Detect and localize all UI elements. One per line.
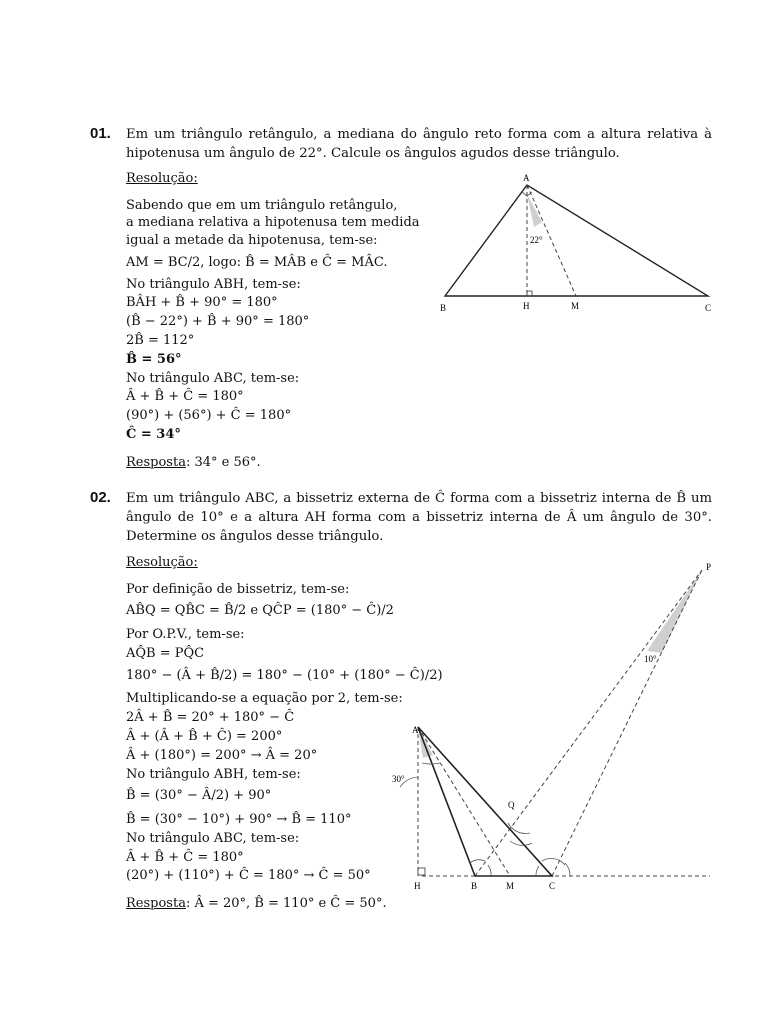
- problem-1-resolution-heading: Resolução:: [126, 171, 198, 186]
- p2-line: No triângulo ABH, tem-se:: [126, 767, 301, 782]
- p2-line: Por O.P.V., tem-se:: [126, 627, 245, 642]
- label-a: A: [523, 173, 530, 183]
- triangle-abc: [418, 727, 552, 876]
- p1-line: a mediana relativa a hipotenusa tem medida: [126, 215, 420, 230]
- label-b: B: [471, 881, 478, 891]
- label-angle-22: 22°: [530, 235, 543, 245]
- label-c: C: [705, 303, 712, 313]
- label-angle-30: 30°: [392, 774, 405, 784]
- angle-arc-c: [536, 866, 539, 876]
- p1-result-c: Ĉ = 34°: [126, 427, 181, 442]
- external-bisector-c: [552, 570, 702, 876]
- p2-line: No triângulo ABC, tem-se:: [126, 831, 300, 846]
- p1-line: igual a metade da hipotenusa, tem-se:: [126, 233, 378, 248]
- p2-line: Por definição de bissetriz, tem-se:: [126, 582, 350, 597]
- right-angle-mark-h: [418, 868, 425, 875]
- label-c: C: [549, 881, 556, 891]
- p1-line: 2B̂ = 112°: [126, 333, 195, 348]
- triangle-abc: [445, 185, 708, 296]
- p1-line: (B̂ − 22°) + B̂ + 90° = 180°: [126, 314, 310, 329]
- figure-bisectors: [360, 555, 730, 895]
- label-a: A: [412, 725, 419, 735]
- angle-arc-b: [488, 865, 491, 876]
- p1-line: No triângulo ABC, tem-se:: [126, 371, 300, 386]
- problem-1-number: 01.: [90, 125, 111, 142]
- p2-result-b: B̂ = (30° − 10°) + 90° → B̂ = 110°: [126, 812, 352, 827]
- problem-2-answer: [126, 895, 387, 913]
- p1-line: No triângulo ABH, tem-se:: [126, 277, 301, 292]
- p2-result-c: (20°) + (110°) + Ĉ = 180° → Ĉ = 50°: [126, 868, 371, 883]
- angle-arc-c-ext: [542, 858, 565, 865]
- p1-line: Sabendo que em um triângulo retângulo,: [126, 198, 398, 213]
- p2-line: B̂ = (30° − Â/2) + 90°: [126, 788, 272, 803]
- figure-right-triangle: [430, 168, 730, 318]
- label-m: M: [571, 301, 580, 311]
- label-h: H: [523, 301, 530, 311]
- answer-label: Resposta: [126, 896, 186, 911]
- problem-2-number: 02.: [90, 489, 111, 506]
- label-h: H: [414, 881, 421, 891]
- label-b: B: [440, 303, 447, 313]
- p1-result-b: B̂ = 56°: [126, 352, 182, 367]
- angle-arc-b2: [470, 860, 485, 863]
- problem-2-statement: Em um triângulo ABC, a bissetriz externa de Ĉ forma com a bissetriz interna de B̂ um ângulo de 10° e a altura AH forma com a bissetriz interna de Â um ângulo de 30°. Determine os ângulos desse triângulo.: [126, 491, 712, 544]
- problem-2-resolution-heading: Resolução:: [126, 555, 198, 570]
- problem-1-answer: [126, 454, 261, 472]
- p2-line: 2Â + B̂ = 20° + 180° − Ĉ: [126, 710, 295, 725]
- right-angle-mark-h: [527, 291, 532, 296]
- label-angle-10: 10°: [644, 654, 657, 664]
- p1-line: AM = BC/2, logo: B̂ = MÂB e Ĉ = MÂC.: [126, 255, 388, 270]
- p2-line: Â + B̂ + Ĉ = 180°: [126, 850, 244, 865]
- angle-10-shading: [647, 570, 702, 653]
- bisector-b: [475, 570, 702, 876]
- angle-22-shading: [527, 194, 542, 227]
- label-p: P: [706, 562, 712, 572]
- problem-1-statement: Em um triângulo retângulo, a mediana do ângulo reto forma com a altura relativa à hipotenusa um ângulo de 22°. Calcule os ângulos agudos desse triângulo.: [126, 127, 712, 161]
- label-m: M: [506, 881, 515, 891]
- answer-text: : 34° e 56°.: [185, 455, 261, 470]
- bisector-a: [418, 727, 510, 876]
- p1-line: BÂH + B̂ + 90° = 180°: [126, 295, 278, 310]
- p2-line: 180° − (Â + B̂/2) = 180° − (10° + (180° − Ĉ)/2): [126, 668, 443, 683]
- answer-label: Resposta: [126, 455, 186, 470]
- p1-line: (90°) + (56°) + Ĉ = 180°: [126, 408, 292, 423]
- p2-line: Multiplicando-se a equação por 2, tem-se:: [126, 691, 403, 706]
- label-q: Q: [508, 800, 515, 810]
- answer-text: : Â = 20°, B̂ = 110° e Ĉ = 50°.: [185, 896, 387, 911]
- p2-line: AB̂Q = QB̂C = B̂/2 e QĈP = (180° − Ĉ)/2: [126, 603, 394, 618]
- p2-line: Â + (Â + B̂ + Ĉ) = 200°: [126, 729, 283, 744]
- angle-arc-c-ext2: [565, 863, 570, 876]
- p1-line: Â + B̂ + Ĉ = 180°: [126, 389, 244, 404]
- p2-line: AQ̂B = PQ̂C: [126, 646, 205, 661]
- p2-result-a: Â + (180°) = 200° → Â = 20°: [126, 748, 318, 763]
